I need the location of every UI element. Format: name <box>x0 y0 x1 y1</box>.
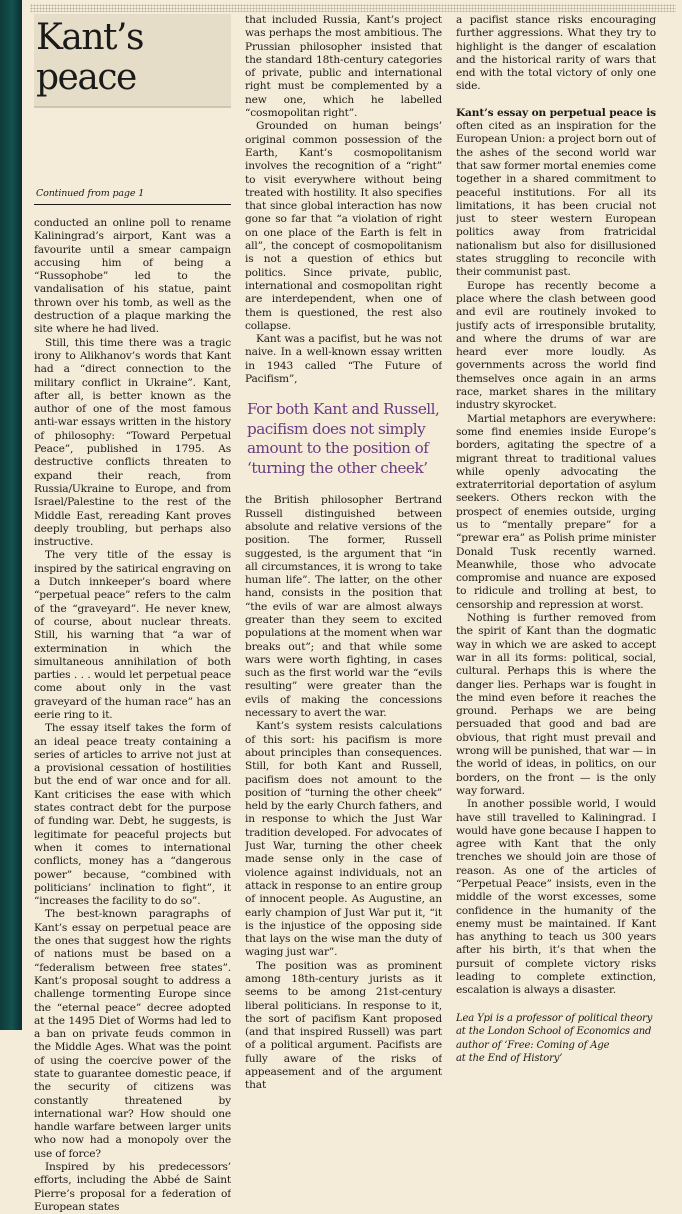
author-bio-line: at the End of History’ <box>456 1053 563 1065</box>
column-3 <box>456 14 656 1066</box>
author-bio-line: at the London School of Economics and <box>456 1026 652 1038</box>
paragraph: Kant was a pacifist, but he was not naive. In a well-known essay written in 1943 called “The Future of Pacifism”, <box>245 333 442 386</box>
page-spine <box>0 0 22 1030</box>
continued-label: Continued from page 1 <box>34 114 231 205</box>
section-lead-bold: Kant’s essay on perpetual peace is <box>456 106 656 119</box>
author-bio-line: Lea Ypi is a professor of political theory <box>456 1012 653 1024</box>
paragraph: Kant’s system resists calculations of this sort: his pacifism is more about principles than consequences. Still, for both Kant and Russell, pacifism does not amount to the position of “turning the other cheek” held by the early Church fathers, and in response to which the Just War tradition developed. For advocates of Just War, turning the other cheek made sense only in the case of violence against individuals, not an attack in response to an entire group of innocent people. As Augustine, an early champion of Just War put it, “it is the injustice of the opposing side that lays on the wise man the duty of waging just war”. <box>245 720 442 959</box>
column-2 <box>245 14 442 1093</box>
paragraph: Nothing is further removed from the spirit of Kant than the dogmatic way in which we are asked to accept war in all its forms: political, social, cultural. Perhaps this is where the danger lies. Perhaps war is fought in the mind even before it reaches the ground. Perhaps we are being persuaded that good and bad are obvious, that right must prevail and wrong will be punished, that war — in the world of ideas, in politics, on our borders, on the front — is the only way forward. <box>456 612 656 797</box>
paragraph: the British philosopher Bertrand Russell distinguished between absolute and relative versions of the position. The former, Russell suggested, is the argument that “in all circumstances, it is wrong to take human life”. The latter, on the other hand, consists in the position that “the evils of war are almost always greater than they seem to excited populations at the moment when war breaks out”; and that while some wars were worth fighting, in cases such as the first world war the “evils resulting” were greater than the evils of making the concessions necessary to avert the war. <box>245 494 442 720</box>
article-title: Kant’s peace <box>36 17 143 98</box>
paragraph: a pacifist stance risks encouraging further aggressions. What they try to highlight is the danger of escalation and the historical rarity of wars that end with the total victory of only one side. <box>456 14 656 93</box>
paragraph: Europe has recently become a place where the clash between good and evil are routinely invoked to justify acts of irresponsible brutality, and where the drums of war are heard ever more loudly. As governments across the world find themselves once again in an arms race, market shares in the military industry skyrocket. <box>456 279 656 412</box>
paragraph: The essay itself takes the form of an ideal peace treaty containing a series of articles to arrive not just at a provisional cessation of hostilities but the end of war once and for all. Kant criticises the ease with which states contract debt for the purpose of funding war. Debt, he suggests, is legitimate for peaceful projects but when it comes to international conflicts, money has a “dangerous power” because, “combined with politicians’ inclination to fight”, it “increases the facility to do so”. <box>34 722 231 908</box>
section-lead-text: often cited as an inspiration for the European Union: a project born out of the ashes of the second world war that saw former mortal enemies come together in a shared commitment to peaceful institutions. For all its limitations, it has been crucial not just to steer western European politics away from fratricidal nationalism but also for disillusioned states struggling to reconcile with their communist past. <box>456 120 656 279</box>
masthead <box>34 14 231 108</box>
paragraph: The best-known paragraphs of Kant’s essay on perpetual peace are the ones that suggest how the rights of nations must be based on a “federalism between free states”. Kant’s proposal sought to address a challenge tormenting Europe since the “eternal peace” decree adopted at the 1495 Diet of Worms had led to a ban on private feuds common in the Middle Ages. What was the point of using the coercive power of the state to guarantee domestic peace, if the security of citizens was constantly threatened by international war? How should one handle warfare between larger units who now had a monopoly over the use of force? <box>34 908 231 1160</box>
paragraph: The very title of the essay is inspired by the satirical engraving on a Dutch innkeeper’s board where “perpetual peace” refers to the calm of the “graveyard”. He never knew, of course, about nuclear threats. Still, his warning that “a war of extermination in which the simultaneous annihilation of both parties . . . would let perpetual peace come about only in the vast graveyard of the human race” has an eerie ring to it. <box>34 549 231 721</box>
paragraph: The position was as prominent among 18th-century jurists as it seems to be among 21st-century liberal politicians. In response to it, the sort of pacifism Kant proposed (and that inspired Russell) was part of a political argument. Pacifists are fully aware of the risks of appeasement and of the argument that <box>245 959 442 1092</box>
author-bio <box>456 1012 656 1066</box>
paragraph: Grounded on human beings’ original common possession of the Earth, Kant’s cosmopolitanism involves the recognition of a “right” to visit everywhere without being treated with hostility. It also specifies that since global interaction has now gone so far that “a violation of right on one place of the Earth is felt in all”, the concept of cosmopolitanism is not a question of ethics but politics. Since private, public, international and cosmopolitan right are interdependent, when one of them is questioned, the rest also collapse. <box>245 120 442 332</box>
paragraph: that included Russia, Kant’s project was perhaps the most ambitious. The Prussian philosopher insisted that the standard 18th-century categories of private, public and international right must be complemented by a new one, which he labelled “cosmopolitan right”. <box>245 14 442 120</box>
paragraph: Inspired by his predecessors’ efforts, including the Abbé de Saint Pierre’s proposal for a federation of European states <box>34 1161 231 1213</box>
column-1 <box>34 14 231 1214</box>
top-dotted-rule <box>30 4 676 12</box>
paragraph: In another possible world, I would have still travelled to Kaliningrad. I would have gone because I happen to agree with Kant that the only trenches we should join are those of reason. As one of the articles of “Perpetual Peace” insists, even in the middle of the worst excesses, some confidence in the humanity of the enemy must be maintained. If Kant has anything to teach us 300 years after his birth, it’s that when the pursuit of complete victory risks leading to complete extinction, escalation is always a disaster. <box>456 798 656 997</box>
paragraph: Still, this time there was a tragic irony to Alikhanov’s words that Kant had a “direct connection to the military conflict in Ukraine”. Kant, after all, is better known as the author of one of the most famous anti-war essays written in the history of philosophy: “Toward Perpetual Peace”, published in 1795. As destructive conflicts threaten to expand their reach, from Russia/Ukraine to Europe, and from Israel/Palestine to the rest of the Middle East, rereading Kant proves deeply troubling, but perhaps also instructive. <box>34 336 231 549</box>
author-bio-line: author of ‘Free: Coming of Age <box>456 1039 610 1051</box>
pull-quote: For both Kant and Russell, pacifism does not simply amount to the position of ‘turning the other cheek’ <box>247 400 440 477</box>
paragraph: Martial metaphors are everywhere: some find enemies inside Europe’s borders, agitating the spectre of a migrant threat to traditional values while openly advocating the extraterritorial deportation of asylum seekers. Others reckon with the prospect of enemies outside, urging us to “mentally prepare” for a “prewar era” as Polish prime minister Donald Tusk recently warned. Meanwhile, those who advocate compromise and nuance are exposed to ridicule and trolling at best, to censorship and repression at worst. <box>456 412 656 611</box>
section-lead-paragraph <box>456 107 656 280</box>
paragraph: conducted an online poll to rename Kaliningrad’s airport, Kant was a favourite until a smear campaign accusing him of being a “Russophobe” led to the vandalisation of his statue, paint thrown over his tomb, as well as the destruction of a plaque marking the site where he had lived. <box>34 217 231 336</box>
